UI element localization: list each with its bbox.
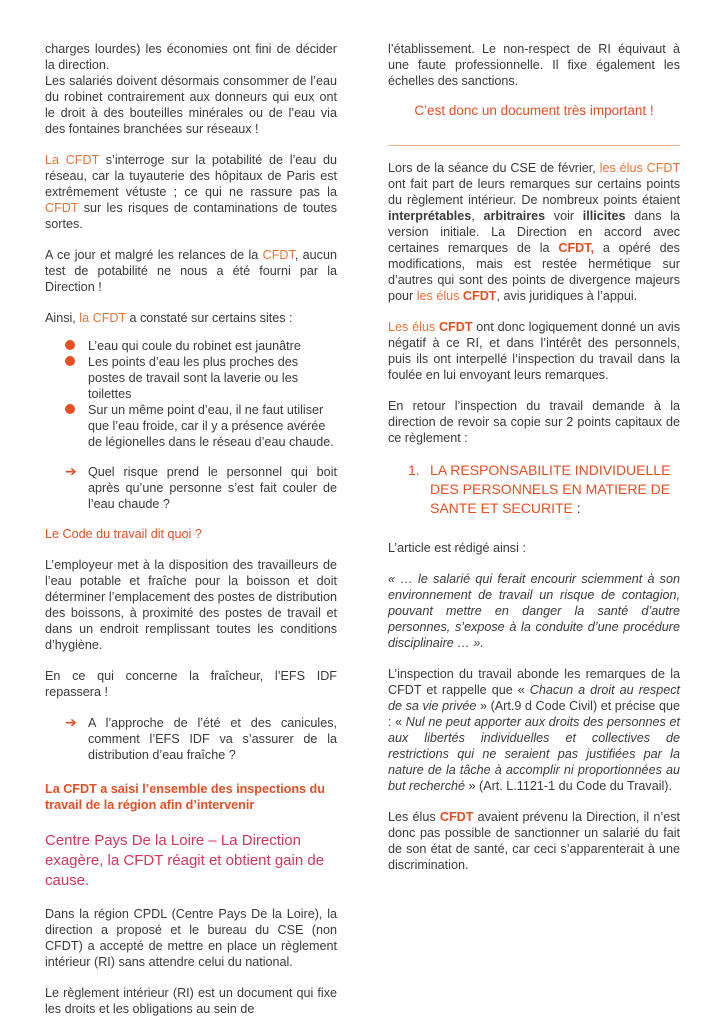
arrow-note: [45, 715, 337, 763]
list-item-text: Les points d’eau les plus proches des postes de travail sont la laverie ou les toilettes: [88, 355, 299, 401]
cfdt-mention: La CFDT: [45, 153, 100, 167]
text-run: Ainsi,: [45, 311, 80, 325]
arrow-note: [45, 464, 337, 512]
left-column: [45, 41, 337, 1032]
cfdt-bullet-icon: [65, 356, 75, 366]
cfdt-mention: les élus: [416, 289, 463, 303]
text-run: voir: [545, 209, 583, 223]
paragraph: [388, 160, 680, 304]
paragraph: Les salariés doivent désormais consommer de l’eau du robinet contrairement aux donneurs qui eux ont le droit à des bouteilles minérales ou de l’eau via des fontaines branchées sur réseaux !: [45, 74, 337, 136]
arrow-right-icon: ➔: [65, 463, 77, 479]
text-run: ont donc logiquement donné un avis négatif à ce RI, et dans l’intérêt des personnels, puis ils ont interpellé l’inspection du travail dans la foulée en lui envoyant leurs remarques.: [388, 320, 680, 382]
text-run: s’interroge sur la potabilité de l’eau du réseau, car la tuyauterie des hôpitaux de Paris est extrêmement vétuste ; ce qui ne rassure pas la: [45, 153, 337, 199]
paragraph: [45, 310, 337, 326]
paragraph: En ce qui concerne la fraîcheur, l’EFS IDF repassera !: [45, 669, 337, 699]
item-number: 1.: [408, 462, 420, 478]
paragraph: [388, 319, 680, 383]
numbered-heading: [388, 461, 680, 518]
emphasis: illicites: [582, 209, 626, 223]
quote-inline: Chacun a droit au respect de sa vie privée: [388, 683, 680, 713]
list-item: [45, 354, 337, 402]
paragraph: [45, 247, 337, 295]
quote: « … le salarié qui ferait encourir sciemment à son environnement de travail un risque de contagion, pouvant mettre en danger la santé d’autre personnes, s’expose à la conduite d’une procédure disciplinaire … ».: [388, 572, 680, 650]
paragraph: En retour l’inspection du travail demande à la direction de revoir sa copie sur 2 points capitaux de ce règlement :: [388, 399, 680, 445]
text-run: a constaté sur certains sites :: [125, 311, 293, 325]
paragraph: [388, 809, 680, 873]
right-column: [388, 41, 680, 888]
cfdt-mention: les élus CFDT: [599, 161, 680, 175]
text-run: A ce jour et malgré les relances de la: [45, 248, 263, 262]
paragraph: charges lourdes) les économies ont fini de décider la direction.: [45, 42, 337, 72]
text-run: , aucun test de potabilité ne nous a été fourni par la Direction !: [45, 248, 337, 294]
section-title: Centre Pays De la Loire – La Direction exagère, la CFDT réagit et obtient gain de cause.: [45, 832, 325, 889]
text-run: sur les risques de contaminations de toutes sortes.: [45, 201, 337, 231]
text-run: ont fait part de leurs remarques sur certains points du règlement intérieur. De nombreux points étaient: [388, 177, 680, 207]
section-heading: Le Code du travail dit quoi ?: [45, 527, 202, 541]
text-run: Les élus: [388, 810, 440, 824]
text-run: :: [572, 500, 581, 516]
cfdt-bullet-icon: [65, 340, 75, 350]
text-run: L’inspection du travail abonde les remarques de la CFDT et rappelle que «: [388, 667, 680, 697]
cfdt-mention: CFDT: [438, 320, 473, 334]
quote-inline: Nul ne peut apporter aux droits des personnes et aux libertés individuelles et collectives de restrictions qui ne seraient pas justifiées par la nature de la tâche à accomplir ni proportionnées au but recherché: [388, 715, 680, 793]
cfdt-bullet-icon: [65, 404, 75, 414]
paragraph: [45, 152, 337, 232]
text-run: » (Art. L.1121-1 du Code du Travail).: [465, 779, 672, 793]
arrow-note-text: Quel risque prend le personnel qui boit après qu’une personne s’est fait couler de l’eau chaude ?: [88, 465, 337, 511]
text-run: , avis juridiques à l’appui.: [496, 289, 638, 303]
numbered-heading-text: LA RESPONSABILITE INDIVIDUELLE DES PERSONNELS EN MATIERE DE SANTE ET SECURITE: [430, 462, 671, 516]
emphasis: interprétables: [388, 209, 472, 223]
important-callout: C’est donc un document très important !: [414, 103, 654, 118]
list-item-text: Sur un même point d’eau, il ne faut utiliser que l’eau froide, car il y a présence avérée de légionelles dans le réseau d’eau chaude.: [88, 403, 334, 449]
text-run: ,: [471, 209, 484, 223]
cfdt-mention: Les élus: [388, 320, 439, 334]
emphasis: arbitraires: [483, 209, 546, 223]
list-item-text: L’eau qui coule du robinet est jaunâtre: [88, 339, 301, 353]
cfdt-mention: CFDT: [45, 201, 79, 215]
cfdt-mention: CFDT,: [558, 241, 595, 255]
list-item: [45, 338, 337, 354]
arrow-right-icon: ➔: [65, 714, 77, 730]
paragraph: Le règlement intérieur (RI) est un document qui fixe les droits et les obligations au sein de: [45, 986, 337, 1016]
text-run: avaient prévenu la Direction, il n’est donc pas possible de sanctionner un salarié du fait de son état de santé, car ceci s’apparenterait à une discrimination.: [388, 810, 681, 872]
paragraph: [388, 666, 680, 794]
paragraph: L’employeur met à la disposition des travailleurs de l’eau potable et fraîche pour la boisson et doit déterminer l’emplacement des postes de distribution des boissons, à proximité des postes de travail et dans un endroit remplissant toutes les conditions d’hygiène.: [45, 558, 337, 652]
section-heading: La CFDT a saisi l’ensemble des inspections du travail de la région afin d’intervenir: [45, 782, 325, 812]
cfdt-mention: la CFDT: [79, 311, 126, 325]
cfdt-mention: CFDT: [262, 248, 295, 262]
text-run: a opéré des modifications, mais est restée hermétique sur d’autres qui sont des points de divergence majeurs pour: [388, 241, 680, 303]
paragraph: L’article est rédigé ainsi :: [388, 541, 526, 555]
list-item: [45, 402, 337, 450]
paragraph: Dans la région CPDL (Centre Pays De la Loire), la direction a proposé et le bureau du CSE (non CFDT) a accepté de mettre en place un règlement intérieur (RI) sans attendre celui du national.: [45, 907, 337, 969]
cfdt-mention: CFDT: [462, 289, 497, 303]
bullet-list: [45, 338, 337, 450]
paragraph: l’établissement. Le non-respect de RI équivaut à une faute professionnelle. Il fixe également les échelles des sanctions.: [388, 42, 680, 88]
text-run: Lors de la séance du CSE de février,: [388, 161, 600, 175]
divider: [388, 145, 680, 146]
arrow-note-text: A l’approche de l’été et des canicules, comment l’EFS IDF va s’assurer de la distribution d’eau fraîche ?: [88, 716, 337, 762]
cfdt-mention: CFDT: [439, 810, 474, 824]
text-run: dans la version initiale. La Direction en accord avec certaines remarques de la: [388, 209, 681, 255]
text-run: » (Art.9 d Code Civil) et précise que : «: [388, 699, 680, 729]
